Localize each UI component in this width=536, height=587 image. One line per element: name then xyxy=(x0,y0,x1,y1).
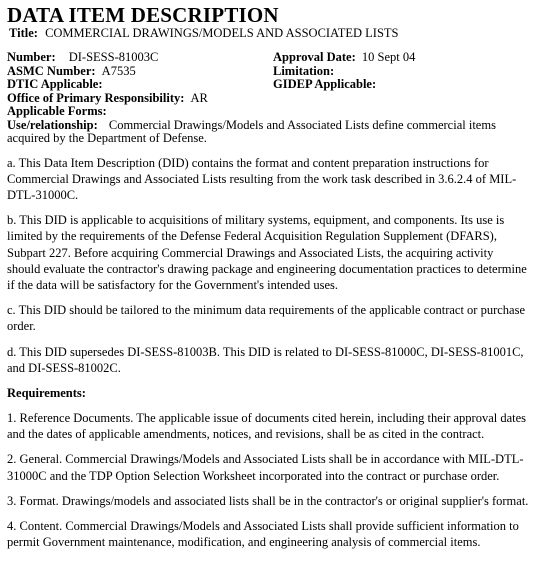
meta-row-number xyxy=(7,51,529,65)
meta-row-dtic xyxy=(7,78,529,92)
limitation-label: Limitation: xyxy=(273,63,335,78)
paragraph-c: c. This DID should be tailored to the minimum data requirements of the applicable contract or purchase order. xyxy=(7,303,526,334)
requirements-heading: Requirements: xyxy=(7,385,86,400)
amsc-number-value: A7535 xyxy=(101,63,136,78)
dtic-applicable-label: DTIC Applicable: xyxy=(7,77,103,91)
document xyxy=(7,5,529,550)
meta-row-amsc xyxy=(7,65,529,79)
requirement-item-2: 2. General. Commercial Drawings/Models and Associated Lists shall be in accordance with MIL-DTL-31000C and the TDP Option Selection Worksheet incorporated into the contract or purchase order. xyxy=(7,452,524,483)
applicable-forms-row xyxy=(7,105,529,119)
use-relationship-row xyxy=(7,119,529,146)
paragraph-b: b. This DID is applicable to acquisitions of military systems, equipment, and components. Its use is limited by the requirements of the Defense Federal Acquisition Regulation Supplement (DFARS), Subpart 227. Before acquiring Commercial Drawings and Associated Lists, the acquiring activity should evaluate the contractor's drawing package and engineering documentation practices to determine if the data will be satisfactory for the Government's intended uses. xyxy=(7,213,527,292)
amsc-number-label: ASMC Number: xyxy=(7,63,96,78)
number-value: DI-SESS-81003C xyxy=(68,50,159,64)
gidep-applicable-label: GIDEP Applicable: xyxy=(273,77,377,91)
requirement-item-4: 4. Content. Commercial Drawings/Models and Associated Lists shall provide sufficient information to permit Government maintenance, modification, and engineering analysis of commercial items. xyxy=(7,518,519,550)
use-relationship-label: Use/relationship: xyxy=(7,117,98,132)
applicable-forms-label: Applicable Forms: xyxy=(7,104,107,118)
requirement-item-1: 1. Reference Documents. The applicable issue of documents cited herein, including their approval dates and the dates of applicable amendments, notices, and revisions, shall be as cited in the contract. xyxy=(7,410,527,442)
approval-date-value: 10 Sept 04 xyxy=(361,50,416,64)
title-line xyxy=(9,26,529,41)
title-label: Title: xyxy=(9,26,38,40)
title-value: COMMERCIAL DRAWINGS/MODELS AND ASSOCIATED LISTS xyxy=(45,26,399,40)
paragraph-a: a. This Data Item Description (DID) contains the format and content preparation instructions for Commercial Drawings and Associated Lists resulting from the work task described in 3.6.2.4 of MIL-DTL-31000C. xyxy=(7,155,517,202)
opr-row xyxy=(7,92,529,106)
paragraph-d: d. This DID supersedes DI-SESS-81003B. This DID is related to DI-SESS-81000C, DI-SESS-81001C, and DI-SESS-81002C. xyxy=(7,344,524,375)
opr-label: Office of Primary Responsibility: xyxy=(7,90,185,105)
use-relationship-value: Commercial Drawings/Models and Associated Lists define commercial items acquired by the Department of Defense. xyxy=(7,117,496,145)
document-type-heading: DATA ITEM DESCRIPTION xyxy=(7,3,279,27)
number-label: Number: xyxy=(7,50,56,64)
approval-date-label: Approval Date: xyxy=(273,50,356,64)
opr-value: AR xyxy=(190,90,208,105)
requirement-item-3: 3. Format. Drawings/models and associated lists shall be in the contractor's or original supplier's format. xyxy=(7,493,529,508)
